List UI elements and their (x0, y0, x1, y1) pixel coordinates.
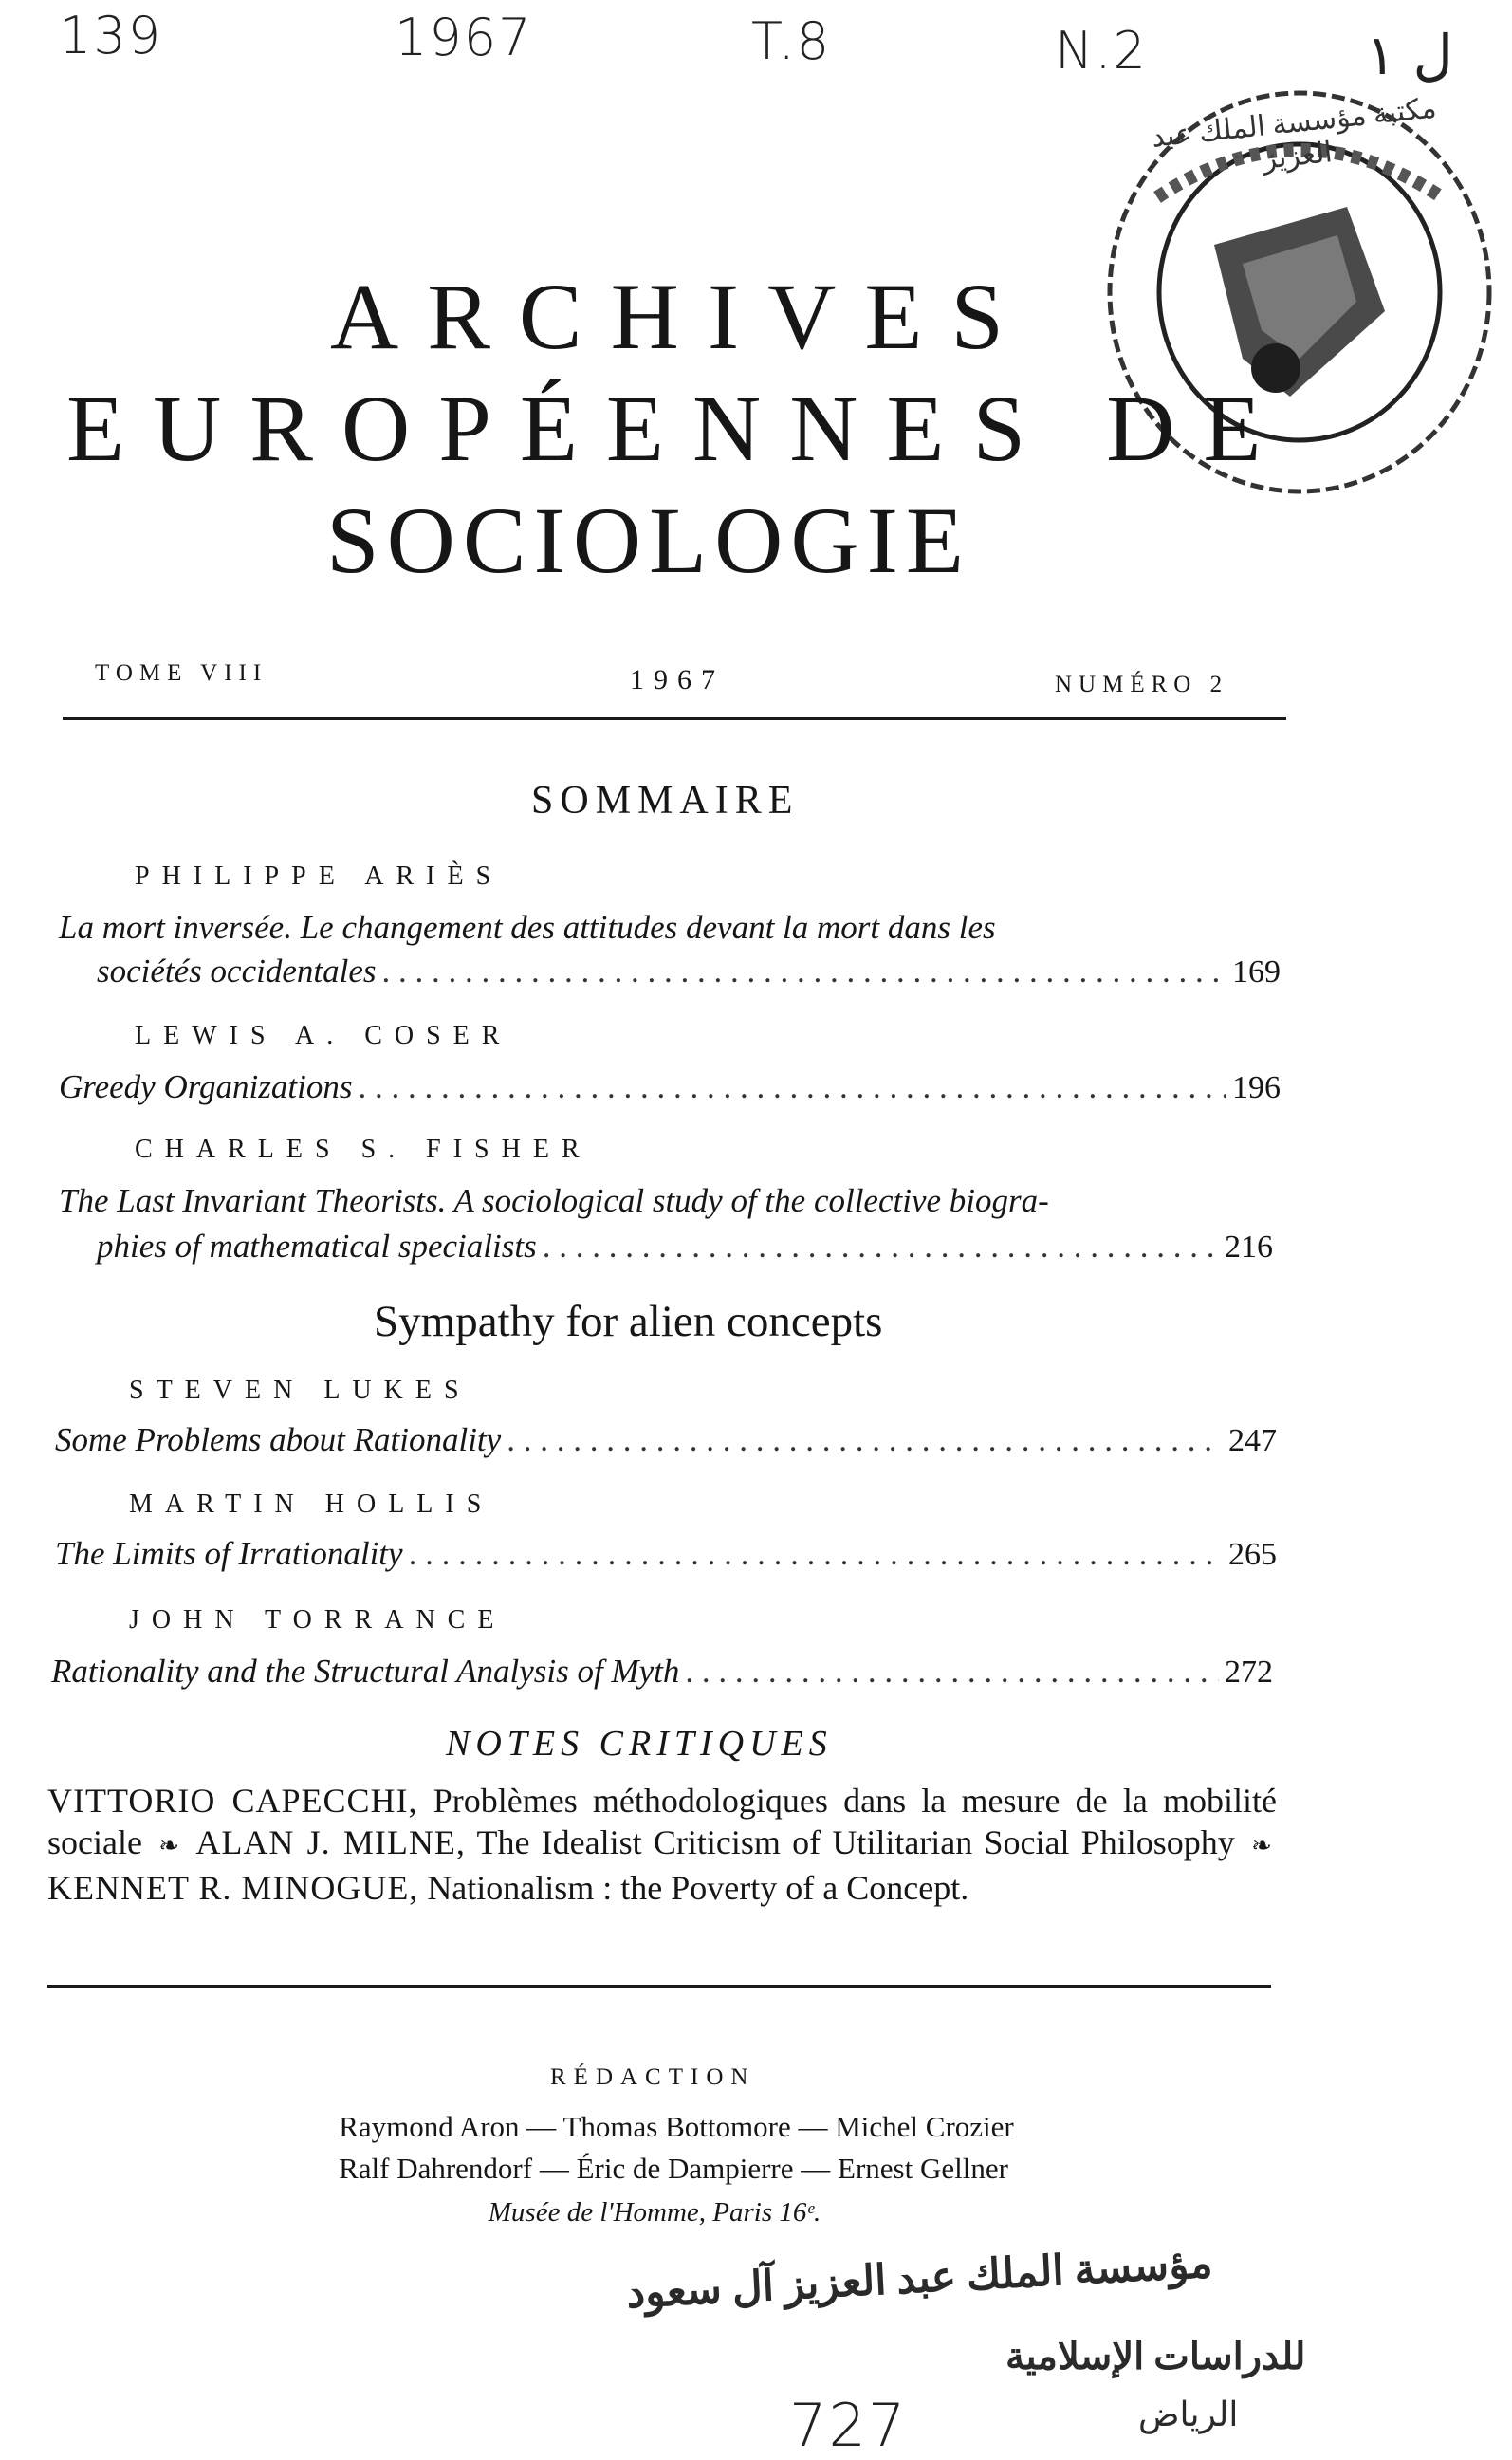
toc-entry-lukes[interactable] (55, 1417, 1277, 1464)
article-title-coser: Greedy Organizations (59, 1068, 353, 1105)
leaf-ornament-icon: ❧ (158, 1832, 180, 1859)
page-number-hollis: 265 (1228, 1537, 1277, 1572)
page-number-coser: 196 (1232, 1070, 1281, 1105)
header-rule (63, 717, 1286, 720)
leaf-ornament-icon: ❧ (1251, 1832, 1272, 1859)
journal-title-line-1: ARCHIVES (330, 264, 1033, 369)
toc-entry-fisher[interactable] (97, 1224, 1273, 1270)
article-title-fisher-line-2: phies of mathematical specialists (97, 1228, 537, 1265)
dot-leader (685, 1649, 1219, 1694)
dot-leader (409, 1531, 1223, 1577)
redaction-heading: RÉDACTION (550, 2064, 756, 2090)
note-author-minogue: KENNET R. MINOGUE, (47, 1869, 419, 1907)
dot-leader (358, 1064, 1226, 1110)
dot-leader (381, 949, 1226, 994)
tome-label: TOME VIII (95, 660, 268, 686)
article-title-lukes: Some Problems about Rationality (55, 1421, 502, 1458)
author-aries: PHILIPPE ARIÈS (135, 861, 504, 891)
redaction-editors-line-1: Raymond Aron — Thomas Bottomore — Michel Crozier (339, 2110, 1014, 2143)
note-title-minogue: Nationalism : the Poverty of a Concept. (427, 1869, 969, 1907)
sommaire-heading: SOMMAIRE (531, 779, 800, 823)
journal-title-line-3: SOCIOLOGIE (326, 488, 971, 593)
handwritten-corner-mark: ل ١ (1366, 23, 1453, 87)
library-stamp-text: مكتبة مؤسسة الملك عبد العزيز (1150, 92, 1438, 176)
author-fisher: CHARLES S. FISHER (135, 1135, 592, 1164)
article-title-torrance: Rationality and the Structural Analysis of Myth (51, 1653, 680, 1690)
article-title-hollis: The Limits of Irrationality (55, 1535, 403, 1572)
dot-leader (507, 1417, 1223, 1463)
handwritten-bottom-number: 727 (789, 2391, 908, 2460)
toc-entry-torrance[interactable] (51, 1649, 1273, 1695)
notes-critiques-heading: NOTES CRITIQUES (446, 1724, 833, 1764)
note-title-milne: The Idealist Criticism of Utilitarian Social Philosophy (476, 1823, 1235, 1861)
author-hollis: MARTIN HOLLIS (129, 1489, 494, 1519)
sympathy-heading: Sympathy for alien concepts (374, 1297, 883, 1346)
page-number-aries: 169 (1232, 954, 1281, 990)
toc-entry-aries[interactable] (97, 949, 1281, 995)
author-torrance: JOHN TORRANCE (129, 1605, 507, 1635)
notes-critiques-body (47, 1780, 1277, 1909)
toc-entry-hollis[interactable] (55, 1531, 1277, 1578)
note-author-milne: ALAN J. MILNE, (195, 1823, 466, 1861)
author-coser: LEWIS A. COSER (135, 1021, 512, 1050)
handwritten-year: 1967 (395, 8, 533, 67)
issue-year: 1967 (630, 664, 725, 695)
author-lukes: STEVEN LUKES (129, 1376, 471, 1405)
note-title-capecchi: Problèmes méthodologiques dans la mesure de la mobilité sociale (47, 1782, 1277, 1861)
article-title-aries-line-2: sociétés occidentales (97, 953, 377, 990)
page-number-torrance: 272 (1225, 1655, 1273, 1690)
handwritten-number: N.2 (1055, 21, 1148, 81)
article-title-fisher-line-1: The Last Invariant Theorists. A sociological study of the collective biogra- (59, 1182, 1049, 1219)
redaction-editors-line-2: Ralf Dahrendorf — Éric de Dampierre — Ernest Gellner (339, 2152, 1008, 2185)
handwritten-tome: T.8 (751, 11, 832, 71)
library-stamp-bottom-line-3: الرياض (1138, 2395, 1239, 2433)
page-number-lukes: 247 (1228, 1423, 1277, 1458)
page-number-fisher: 216 (1225, 1230, 1273, 1265)
issue-number: NUMÉRO 2 (1055, 672, 1229, 697)
footer-rule (47, 1985, 1271, 1988)
toc-entry-coser[interactable] (59, 1064, 1281, 1111)
dot-leader (543, 1224, 1219, 1269)
library-stamp-bottom-line-1: مؤسسة الملك عبد العزيز آل سعود (625, 2239, 1214, 2318)
library-stamp-bottom-line-2: للدراسات الإسلامية (1005, 2335, 1306, 2377)
redaction-address: Musée de l'Homme, Paris 16ᵉ. (488, 2197, 821, 2228)
note-author-capecchi: VITTORIO CAPECCHI, (47, 1782, 418, 1820)
article-title-aries-line-1: La mort inversée. Le changement des attitudes devant la mort dans les (59, 909, 996, 946)
journal-title-line-2: EUROPÉENNES DE (66, 376, 1290, 481)
handwritten-page-number: 139 (59, 6, 163, 65)
